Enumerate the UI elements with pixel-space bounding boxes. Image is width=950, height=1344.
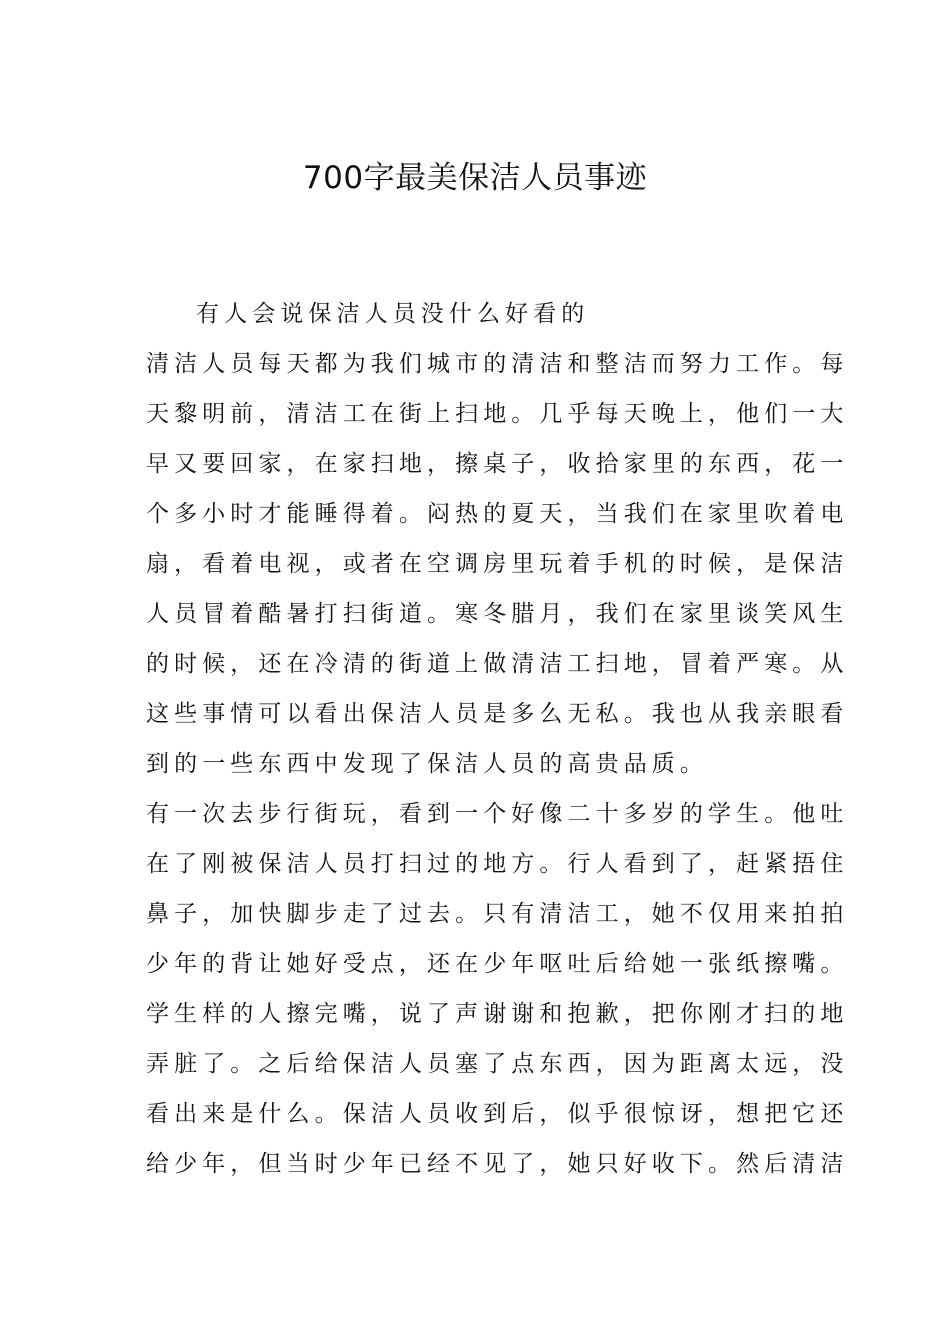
text-line: 学生样的人擦完嘴，说了声谢谢和抱歉，把你刚才扫的地 bbox=[146, 1001, 849, 1027]
text-line: 人员冒着酷暑打扫街道。寒冬腊月，我们在家里谈笑风生 bbox=[146, 601, 849, 627]
text-line: 给少年，但当时少年已经不见了，她只好收下。然后清洁 bbox=[146, 1151, 849, 1177]
text-line: 到的一些东西中发现了保洁人员的高贵品质。 bbox=[146, 751, 708, 777]
text-line: 天黎明前，清洁工在街上扫地。几乎每天晚上，他们一大 bbox=[146, 401, 849, 427]
text-line: 在了刚被保洁人员打扫过的地方。行人看到了，赶紧捂住 bbox=[146, 851, 849, 877]
text-line: 少年的背让她好受点，还在少年呕吐后给她一张纸擦嘴。 bbox=[146, 951, 849, 977]
document-body bbox=[146, 289, 849, 1189]
text-line: 早又要回家，在家扫地，擦桌子，收拾家里的东西，花一 bbox=[146, 451, 849, 477]
text-line: 个多小时才能睡得着。闷热的夏天，当我们在家里吹着电 bbox=[146, 501, 849, 527]
text-line: 的时候，还在冷清的街道上做清洁工扫地，冒着严寒。从 bbox=[146, 651, 849, 677]
text-line: 弄脏了。之后给保洁人员塞了点东西，因为距离太远，没 bbox=[146, 1051, 849, 1077]
text-line: 有一次去步行街玩，看到一个好像二十多岁的学生。他吐 bbox=[146, 801, 849, 827]
text-line: 鼻子，加快脚步走了过去。只有清洁工，她不仅用来拍拍 bbox=[146, 901, 849, 927]
text-line: 看出来是什么。保洁人员收到后，似乎很惊讶，想把它还 bbox=[146, 1101, 849, 1127]
text-line: 清洁人员每天都为我们城市的清洁和整洁而努力工作。每 bbox=[146, 351, 849, 377]
text-line: 有人会说保洁人员没什么好看的 bbox=[196, 301, 590, 327]
document-title: 700字最美保洁人员事迹 bbox=[302, 160, 648, 196]
text-line: 这些事情可以看出保洁人员是多么无私。我也从我亲眼看 bbox=[146, 701, 849, 727]
text-line: 扇，看着电视，或者在空调房里玩着手机的时候，是保洁 bbox=[146, 551, 849, 577]
